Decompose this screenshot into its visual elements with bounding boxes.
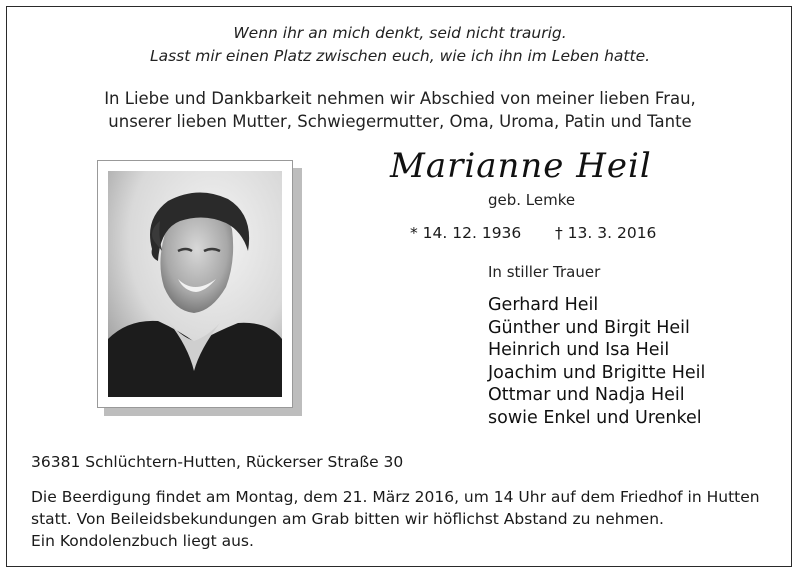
intro-text (0, 87, 800, 133)
motto-line: Lasst mir einen Platz zwischen euch, wie ich ihn im Leben hatte. (149, 47, 651, 65)
mourners-heading: In stiller Trauer (488, 263, 601, 281)
maiden-name: geb. Lemke (488, 191, 576, 209)
mourner-name: Heinrich und Isa Heil (488, 340, 670, 360)
funeral-line: statt. Von Beileidsbekundungen am Grab bitten wir höflichst Abstand zu nehmen. (31, 510, 664, 528)
mourners-list (488, 294, 705, 429)
intro-line: In Liebe und Dankbarkeit nehmen wir Abschied von meiner lieben Frau, (104, 89, 696, 108)
mourner-name: Joachim und Brigitte Heil (488, 362, 706, 383)
birth-date: * 14. 12. 1936 (410, 224, 522, 242)
funeral-line: Ein Kondolenzbuch liegt aus. (31, 532, 254, 550)
motto-line: Wenn ihr an mich denkt, seid nicht traurig. (233, 24, 567, 42)
funeral-info (31, 486, 771, 552)
mourner-name: Gerhard Heil (488, 295, 599, 315)
portrait-photo (97, 160, 293, 408)
mourner-name: Ottmar und Nadja Heil (488, 385, 685, 405)
mourner-name: Günther und Birgit Heil (488, 317, 690, 338)
portrait-image (108, 171, 282, 397)
address: 36381 Schlüchtern-Hutten, Rückerser Straße 30 (31, 453, 404, 471)
death-date: † 13. 3. 2016 (555, 224, 657, 242)
funeral-line: Die Beerdigung findet am Montag, dem 21. März 2016, um 14 Uhr auf dem Friedhof in Hutten (31, 488, 760, 506)
motto (0, 22, 800, 68)
intro-line: unserer lieben Mutter, Schwiegermutter, Oma, Uroma, Patin und Tante (108, 112, 692, 131)
deceased-name: Marianne Heil (390, 146, 652, 186)
mourner-name: sowie Enkel und Urenkel (488, 407, 702, 428)
